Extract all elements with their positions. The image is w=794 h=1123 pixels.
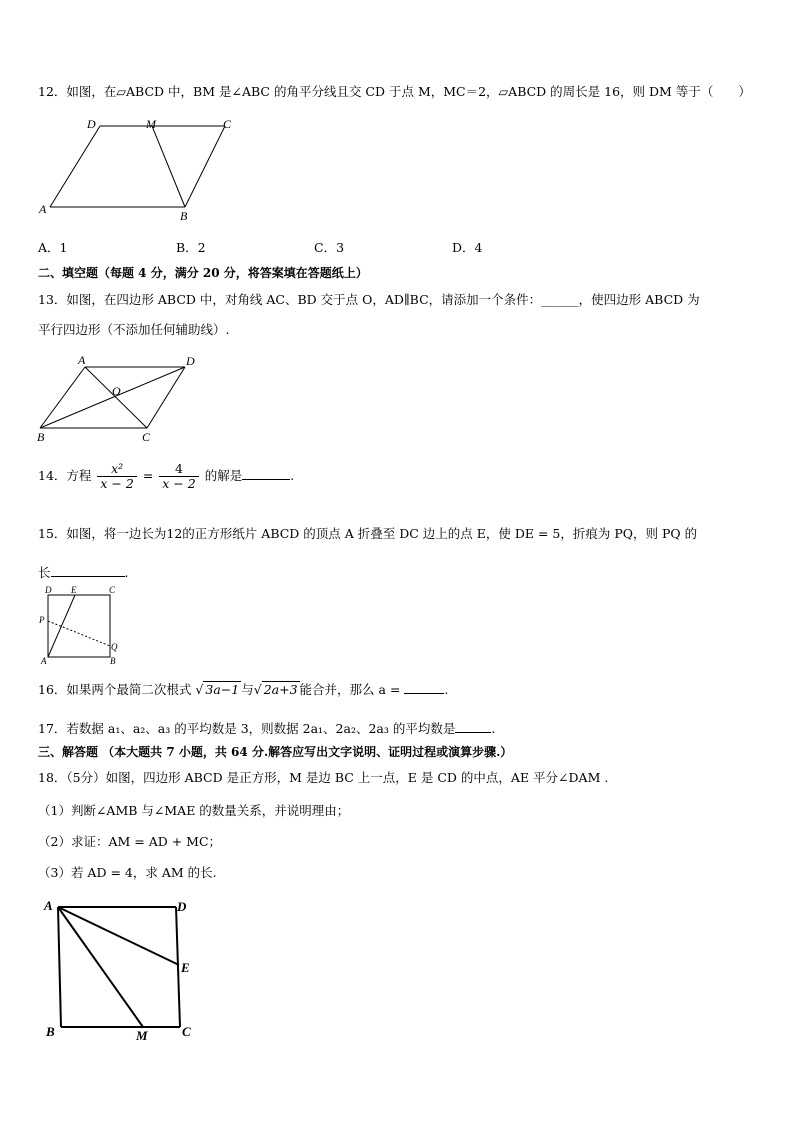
q16-radical-1: √ 3a−1 bbox=[195, 682, 240, 697]
q14-frac2-denominator: x − 2 bbox=[162, 475, 196, 491]
q14-fraction-1 bbox=[97, 462, 136, 491]
q17-text: 17．若数据 a₁、a₂、a₃ 的平均数是 3，则数据 2a₁、2a₂、2a₃ 的平均数是 bbox=[38, 721, 456, 736]
q14-end: . bbox=[290, 467, 295, 483]
q16-prefix: 16．如果两个最简二次根式 bbox=[38, 682, 192, 697]
q15-label-P: P bbox=[39, 615, 45, 625]
q16-answer-blank[interactable] bbox=[404, 681, 444, 694]
q12-label-C: C bbox=[223, 117, 232, 131]
section-3-heading: 三、解答题 （本大题共 7 小题，共 64 分.解答应写出文字说明、证明过程或演算步骤.） bbox=[38, 745, 513, 759]
question-18-intro: 18．（5分）如图，四边形 ABCD 是正方形，M 是边 BC 上一点，E 是 CD 的中点，AE 平分∠DAM . bbox=[38, 770, 609, 785]
q15-square-fold-figure bbox=[36, 584, 132, 671]
question-17 bbox=[38, 720, 495, 736]
q12-option-c: C．3 bbox=[314, 240, 345, 255]
q13-label-A: A bbox=[78, 353, 86, 367]
q16-radicand-2: 2a+3 bbox=[263, 682, 298, 697]
q14-frac1-denominator: x − 2 bbox=[100, 475, 134, 491]
question-12-text: 12．如图，在▱ABCD 中，BM 是∠ABC 的角平分线且交 CD 于点 M，MC＝2，▱ABCD 的周长是 16，则 DM 等于（ ） bbox=[38, 84, 751, 99]
q18-label-M: M bbox=[136, 1028, 148, 1043]
question-14 bbox=[38, 462, 294, 491]
q17-answer-blank[interactable] bbox=[455, 720, 491, 733]
q15-line2-prefix: 长 bbox=[38, 565, 51, 580]
q16-end: . bbox=[444, 682, 449, 697]
q14-prefix: 14．方程 bbox=[38, 467, 92, 483]
q13-label-C: C bbox=[142, 430, 151, 444]
q16-radicand-1: 3a−1 bbox=[205, 682, 240, 697]
q18-label-A: A bbox=[44, 898, 53, 913]
question-18-part1: （1）判断∠AMB 与∠MAE 的数量关系，并说明理由； bbox=[38, 803, 350, 818]
q18-label-B: B bbox=[46, 1024, 55, 1039]
question-13-line2: 平行四边形（不添加任何辅助线）. bbox=[38, 322, 230, 337]
q14-fraction-2 bbox=[159, 462, 198, 491]
q12-parallelogram-figure bbox=[30, 112, 250, 227]
q15-label-D: D bbox=[45, 585, 52, 595]
q12-label-A: A bbox=[39, 202, 47, 216]
q18-label-C: C bbox=[182, 1024, 191, 1039]
q18-label-E: E bbox=[181, 960, 190, 975]
q14-equals: = bbox=[142, 467, 154, 483]
q12-option-d: D．4 bbox=[452, 240, 483, 255]
q18-label-D: D bbox=[177, 899, 187, 914]
q17-end: . bbox=[491, 721, 496, 736]
q14-answer-blank[interactable] bbox=[242, 467, 290, 480]
q16-radical-2: √ 2a+3 bbox=[253, 682, 298, 697]
q15-label-Q: Q bbox=[111, 642, 118, 652]
question-16 bbox=[38, 681, 448, 697]
q15-label-B: B bbox=[110, 656, 116, 666]
q13-label-B: B bbox=[37, 430, 45, 444]
q13-label-D: D bbox=[186, 354, 195, 368]
question-18-part3: （3）若 AD = 4，求 AM 的长. bbox=[38, 865, 217, 880]
section-2-heading: 二、填空题（每题 4 分，满分 20 分，将答案填在答题纸上） bbox=[38, 266, 368, 280]
question-15-line1: 15．如图，将一边长为12的正方形纸片 ABCD 的顶点 A 折叠至 DC 边上的点 E，使 DE = 5，折痕为 PQ，则 PQ 的 bbox=[38, 526, 698, 541]
q15-label-E: E bbox=[71, 585, 77, 595]
q14-suffix: 的解是 bbox=[204, 467, 243, 483]
q15-label-A: A bbox=[41, 656, 47, 666]
q13-label-O: O bbox=[112, 384, 121, 398]
q12-option-a: A．1 bbox=[38, 240, 68, 255]
q15-line2-end: . bbox=[124, 565, 129, 580]
q12-label-M: M bbox=[146, 117, 156, 131]
q16-suffix: 能合并，那么 a = bbox=[299, 682, 401, 697]
q15-label-C: C bbox=[109, 585, 116, 595]
q13-quadrilateral-figure bbox=[30, 350, 210, 449]
question-13-line1: 13．如图，在四边形 ABCD 中，对角线 AC、BD 交于点 O，AD∥BC，请添加一个条件：______，使四边形 ABCD 为 bbox=[38, 292, 700, 307]
question-15-line2 bbox=[38, 564, 129, 580]
q14-frac1-numerator: x² bbox=[97, 462, 136, 477]
question-18-part2: （2）求证：AM = AD + MC； bbox=[38, 834, 222, 849]
q15-answer-blank[interactable] bbox=[51, 564, 125, 577]
q12-label-D: D bbox=[87, 117, 96, 131]
q12-label-B: B bbox=[180, 209, 188, 223]
q14-frac2-numerator: 4 bbox=[159, 462, 198, 477]
q16-mid: 与 bbox=[241, 682, 254, 697]
q18-square-figure bbox=[40, 894, 210, 1057]
q12-option-b: B．2 bbox=[176, 240, 206, 255]
